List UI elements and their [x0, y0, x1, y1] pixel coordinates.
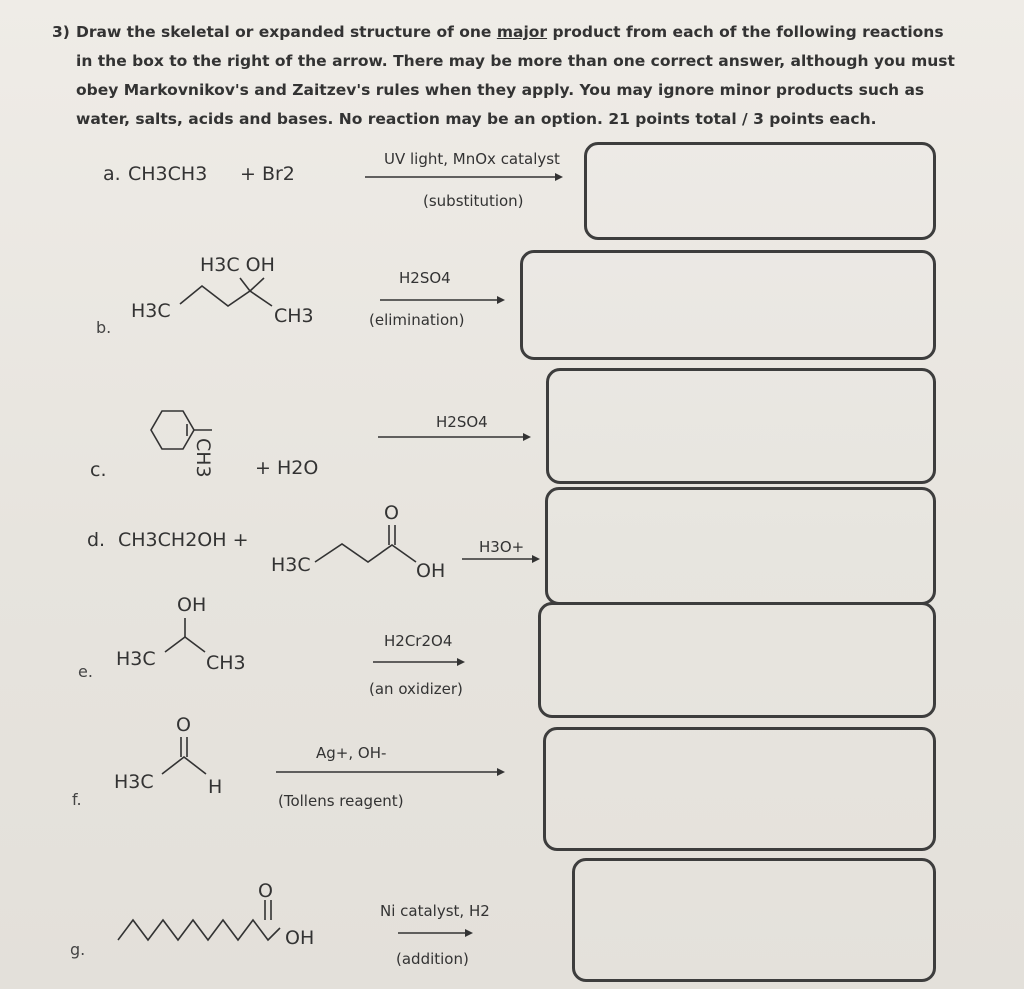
reaction-d-oxygen: O: [384, 502, 399, 524]
reaction-b-right-group: CH3: [274, 305, 314, 327]
reaction-b-label: b.: [96, 318, 112, 337]
arrowhead-e: [457, 658, 465, 666]
question-number: 3): [52, 23, 70, 41]
reaction-a-plus: + Br2: [240, 163, 295, 185]
reaction-g-label: g.: [70, 940, 86, 959]
reaction-c-label: c.: [90, 459, 107, 481]
answer-box-c[interactable]: [546, 368, 936, 484]
reaction-a-reactant: CH3CH3: [128, 163, 208, 185]
reaction-e-label: e.: [78, 662, 93, 681]
reaction-f-type: (Tollens reagent): [278, 792, 404, 810]
arrowhead-a: [555, 173, 563, 181]
reaction-g-oxygen: O: [258, 880, 273, 902]
reaction-b-top-groups: H3C OH: [200, 254, 275, 276]
instructions-line-1: 3) Draw the skeletal or expanded structure of one major product from each of the following reactions: [52, 18, 992, 47]
arrowhead-c: [523, 433, 531, 441]
arrowhead-f: [497, 768, 505, 776]
answer-box-b[interactable]: [520, 250, 936, 360]
answer-box-d[interactable]: [545, 487, 936, 605]
arrowhead-b: [497, 296, 505, 304]
reaction-d-reactant: CH3CH2OH +: [118, 529, 249, 551]
reaction-f-oxygen: O: [176, 714, 191, 736]
reaction-a-condition: UV light, MnOx catalyst: [384, 150, 560, 168]
instructions-line-2: in the box to the right of the arrow. There may be more than one correct answer, although you must: [76, 52, 955, 70]
reaction-d-hydroxyl: OH: [416, 560, 446, 582]
bond-chain-e: [165, 637, 205, 652]
reaction-g-type: (addition): [396, 950, 469, 968]
instructions-line-3: obey Markovnikov's and Zaitzev's rules when they apply. You may ignore minor products such as: [76, 81, 925, 99]
reaction-e-right-group: CH3: [206, 652, 246, 674]
reaction-e-hydroxyl: OH: [177, 594, 207, 616]
answer-box-e[interactable]: [538, 602, 936, 718]
reaction-g-hydroxyl: OH: [285, 927, 315, 949]
reaction-e-type: (an oxidizer): [369, 680, 463, 698]
reaction-e-left-group: H3C: [116, 648, 156, 670]
bond-methyl-b: [240, 278, 250, 291]
bond-oh-b: [250, 278, 264, 291]
reaction-c-condition: H2SO4: [436, 413, 488, 431]
reaction-b-condition: H2SO4: [399, 269, 451, 287]
answer-box-g[interactable]: [572, 858, 936, 982]
bond-chain-g: [118, 920, 280, 940]
reaction-c-plus: + H2O: [255, 457, 319, 479]
reaction-c-methyl: CH3: [192, 438, 214, 478]
reaction-b-type: (elimination): [369, 311, 465, 329]
reaction-a-type: (substitution): [423, 192, 524, 210]
arrowhead-g: [465, 929, 473, 937]
reaction-a-label: a.: [103, 163, 121, 185]
reaction-f-label: f.: [72, 790, 82, 809]
reaction-d-condition: H3O+: [479, 538, 525, 556]
answer-box-a[interactable]: [584, 142, 936, 240]
reaction-f-left-group: H3C: [114, 771, 154, 793]
arrowhead-d: [532, 555, 540, 563]
reaction-b-left-group: H3C: [131, 300, 171, 322]
reaction-d-left-group: H3C: [271, 554, 311, 576]
reaction-d-label: d.: [87, 529, 106, 551]
bond-chain-b: [180, 286, 272, 306]
reaction-f-hydrogen: H: [208, 776, 223, 798]
reaction-e-condition: H2Cr2O4: [384, 632, 453, 650]
answer-box-f[interactable]: [543, 727, 936, 851]
reaction-f-condition: Ag+, OH-: [316, 744, 387, 762]
underlined-word: major: [496, 23, 548, 41]
reaction-g-condition: Ni catalyst, H2: [380, 902, 490, 920]
bond-chain-d: [315, 544, 416, 562]
bond-chain-f: [162, 757, 206, 774]
instructions-line-4: water, salts, acids and bases. No reaction may be an option. 21 points total / 3 points each.: [76, 110, 877, 128]
